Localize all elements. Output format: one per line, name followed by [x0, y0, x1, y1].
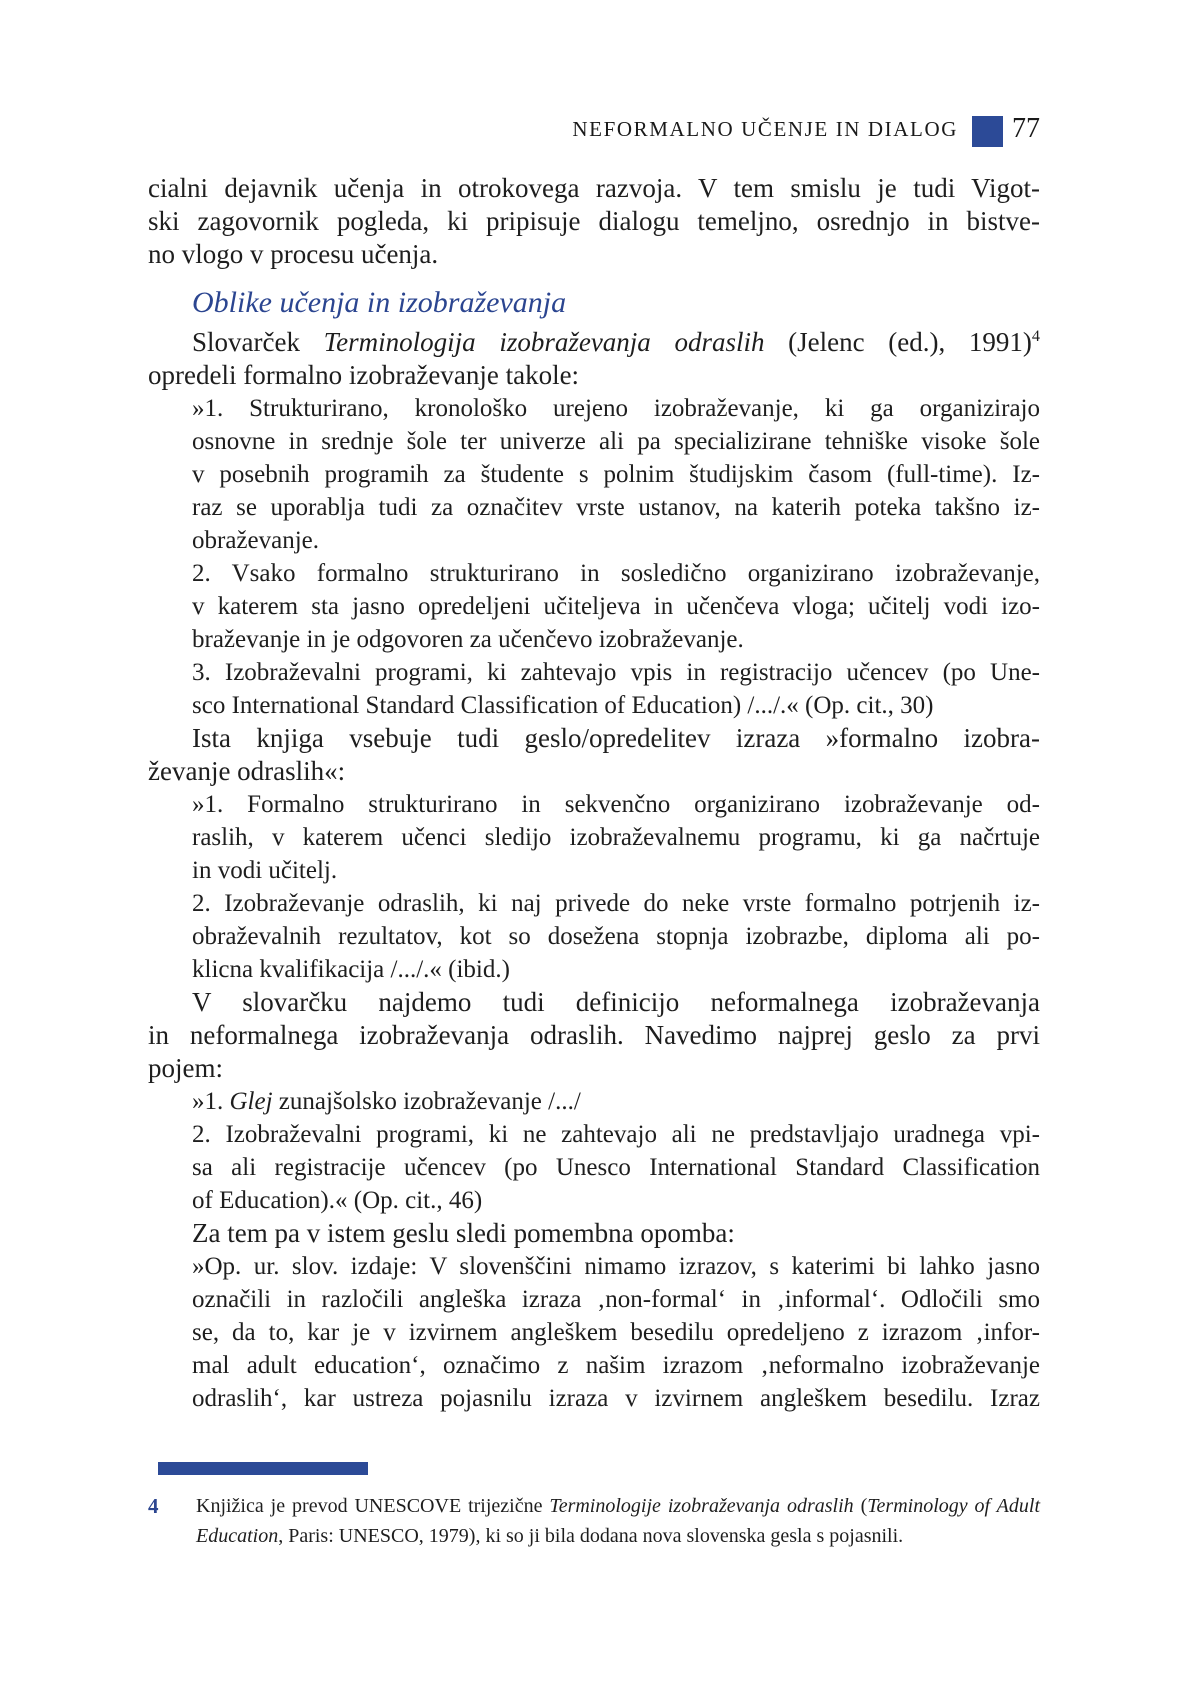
- text-line: no vlogo v procesu učenja.: [148, 239, 439, 269]
- paragraph: [148, 326, 1040, 392]
- text-line: 2. Izobraževanje odraslih, ki naj privede do neke vrste formalno potrjenih iz-: [192, 890, 1040, 917]
- text-line: osnovne in srednje šole ter univerze ali pa specializirane tehniške visoke šole: [192, 428, 1040, 455]
- paragraph: [148, 986, 1040, 1085]
- text-line: ževanje odraslih«:: [148, 756, 346, 786]
- paragraph: [148, 722, 1040, 788]
- footnote-number: 4: [148, 1494, 159, 1518]
- text-line: in neformalnega izobraževanja odraslih. Navedimo najprej geslo za prvi: [148, 1020, 1040, 1050]
- quote-block-editor-note: [192, 1250, 1040, 1415]
- text-line: »Op. ur. slov. izdaje: V slovenščini nimamo izrazov, s katerimi bi lahko jasno: [192, 1253, 1040, 1280]
- text-line: opredeli formalno izobraževanje takole:: [148, 360, 580, 390]
- text-line: se, da to, kar je v izvirnem angleškem besedilu opredeljeno z izrazom ‚infor-: [192, 1319, 1040, 1346]
- text-line: raslih, v katerem učenci sledijo izobraževalnemu programu, ki ga načrtuje: [192, 824, 1040, 851]
- text-line: Za tem pa v istem geslu sledi pomembna opomba:: [192, 1218, 735, 1248]
- text-line: Ista knjiga vsebuje tudi geslo/opredelitev izraza »formalno izobra-: [192, 723, 1040, 753]
- footnote-divider-bar: [158, 1462, 368, 1475]
- text-line: pojem:: [148, 1053, 223, 1083]
- quote-block-formal-education: [192, 392, 1040, 722]
- page-number: 77: [1012, 113, 1040, 144]
- quote-block-nonformal-education: [192, 1085, 1040, 1217]
- paragraph: [148, 1217, 1040, 1250]
- text-line: 3. Izobraževalni programi, ki zahtevajo vpis in registracijo učencev (po Une-: [192, 659, 1040, 686]
- text-line: obraževanje.: [192, 527, 320, 554]
- text-line: ski zagovornik pogleda, ki pripisuje dialogu temeljno, osrednjo in bistve-: [148, 206, 1040, 236]
- text-line: v posebnih programih za študente s polnim študijskim časom (full-time). Iz-: [192, 461, 1040, 488]
- quote-block-formal-adult-education: [192, 788, 1040, 986]
- text-line: sco International Standard Classification of Education) /.../.« (Op. cit., 30): [192, 692, 934, 719]
- text-line: »1. Strukturirano, kronološko urejeno izobraževanje, ki ga organizirajo: [192, 395, 1040, 422]
- text-line: cialni dejavnik učenja in otrokovega razvoja. V tem smislu je tudi Vigot-: [148, 173, 1040, 203]
- text-line: klicna kvalifikacija /.../.« (ibid.): [192, 956, 510, 983]
- page-header: [148, 112, 1040, 146]
- text-line: Slovarček Terminologija izobraževanja odraslih (Jelenc (ed.), 1991)$^4$: [192, 327, 1040, 357]
- text-line: in vodi učitelj.: [192, 857, 338, 884]
- text-line: v katerem sta jasno opredeljeni učiteljeva in učenčeva vloga; učitelj vodi izo-: [192, 593, 1040, 620]
- text-line: sa ali registracije učencev (po Unesco International Standard Classification: [192, 1154, 1040, 1181]
- text-line: 2. Vsako formalno strukturirano in sosledično organizirano izobraževanje,: [192, 560, 1040, 587]
- text-line: 2. Izobraževalni programi, ki ne zahtevajo ali ne predstavljajo uradnega vpi-: [192, 1121, 1040, 1148]
- text-line: »1. Formalno strukturirano in sekvenčno organizirano izobraževanje od-: [192, 791, 1040, 818]
- footnote-text: [196, 1491, 1040, 1551]
- paragraph-continuation: [148, 172, 1040, 271]
- running-head-title: NEFORMALNO UČENJE IN DIALOG: [572, 116, 958, 141]
- text-line: »1. Glej zunajšolsko izobraževanje /.../: [192, 1088, 581, 1115]
- text-line: odraslih‘, kar ustreza pojasnilu izraza v izvirnem angleškem besedilu. Izraz: [192, 1385, 1040, 1412]
- text-line: V slovarčku najdemo tudi definicijo neformalnega izobraževanja: [192, 987, 1040, 1017]
- text-line: raz se uporablja tudi za označitev vrste ustanov, na katerih poteka takšno iz-: [192, 494, 1040, 521]
- text-line: obraževalnih rezultatov, kot so dosežena stopnja izobrazbe, diploma ali po-: [192, 923, 1040, 950]
- text-line: of Education).« (Op. cit., 46): [192, 1187, 483, 1214]
- section-heading: Oblike učenja in izobraževanja: [192, 286, 567, 319]
- footnote: [148, 1491, 1040, 1551]
- text-line: označili in razločili angleška izraza ‚non-formal‘ in ‚informal‘. Odločili smo: [192, 1286, 1040, 1313]
- text-line: Education, Paris: UNESCO, 1979), ki so ji bila dodana nova slovenska gesla s pojasnili.: [196, 1525, 904, 1547]
- header-accent-square-icon: [972, 116, 1003, 147]
- text-line: braževanje in je odgovoren za učenčevo izobraževanje.: [192, 626, 744, 653]
- text-line: Knjižica je prevod UNESCOVE trijezične Terminologije izobraževanja odraslih (Terminology of Adult: [196, 1495, 1041, 1517]
- page-body: [148, 172, 1040, 1415]
- text-line: mal adult education‘, označimo z našim izrazom ‚neformalno izobraževanje: [192, 1352, 1040, 1379]
